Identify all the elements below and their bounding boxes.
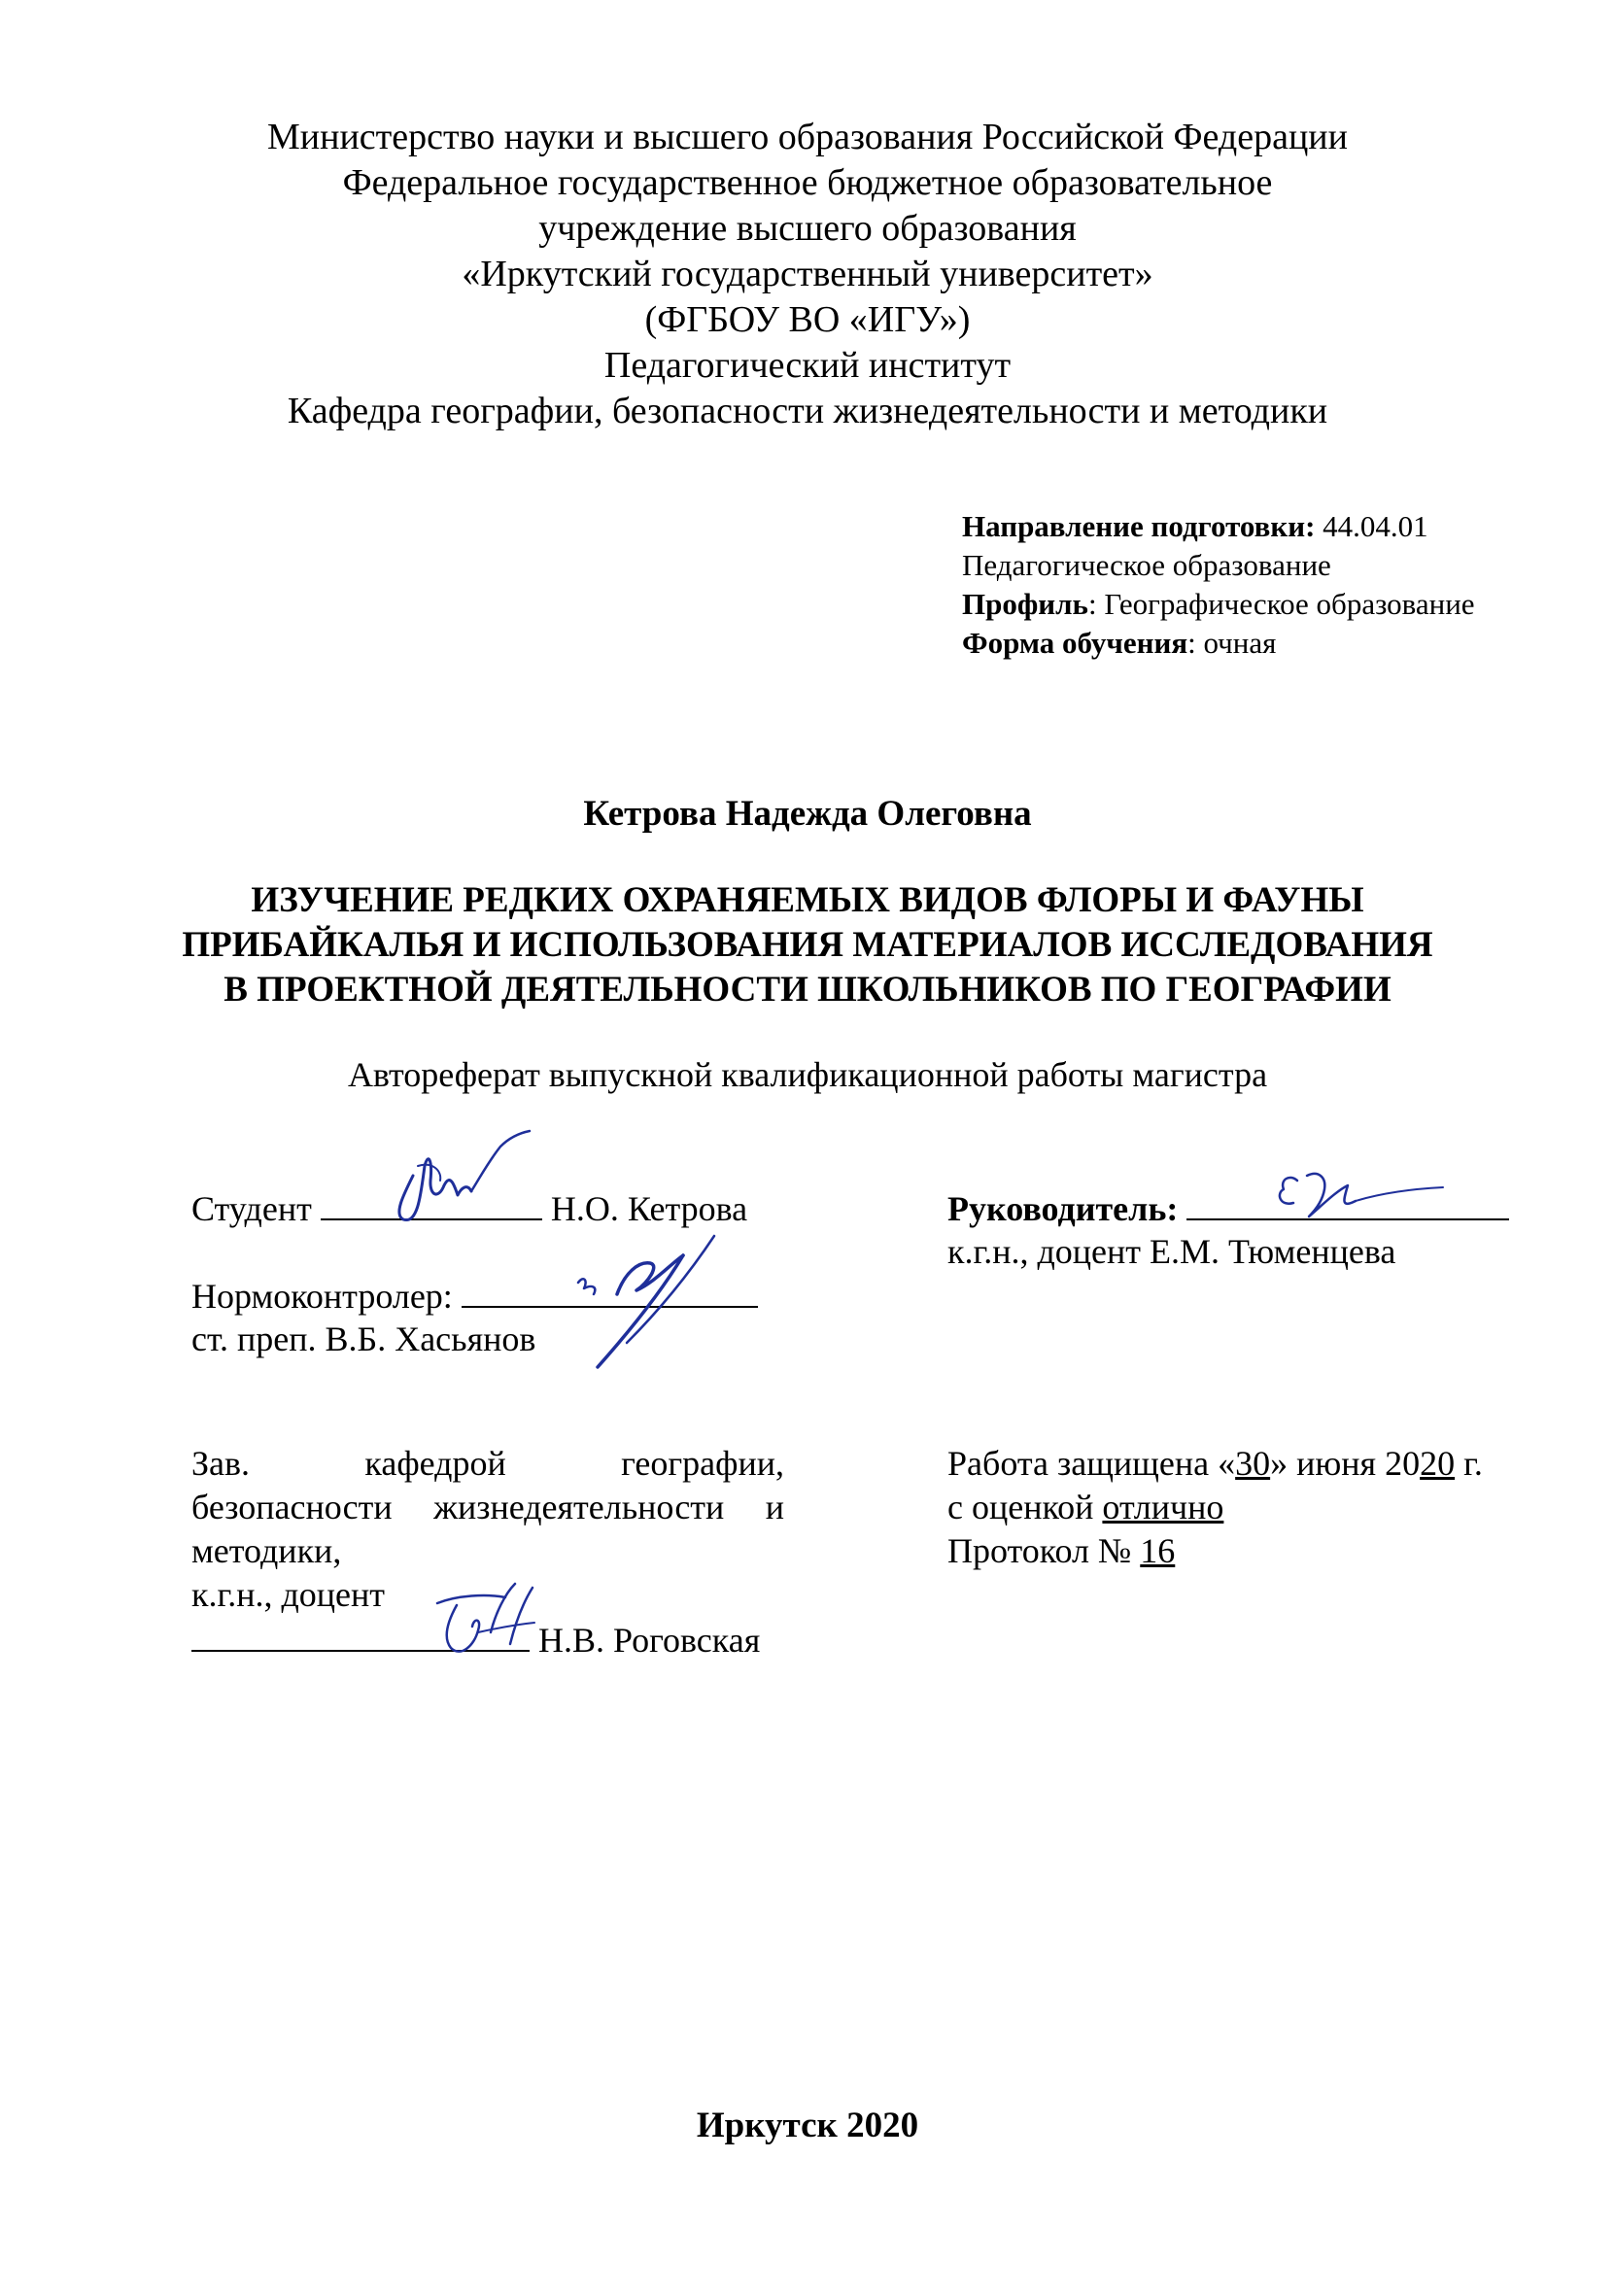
grade-prefix: с оценкой xyxy=(947,1488,1103,1526)
header-line-abbreviation: (ФГБОУ ВО «ИГУ») xyxy=(644,299,971,340)
supervisor-label: Руководитель: xyxy=(947,1189,1179,1228)
protocol-line xyxy=(947,1529,1483,1573)
defense-year-label: г. xyxy=(1455,1444,1483,1483)
profile-value: : Географическое образование xyxy=(1087,587,1475,621)
title-line-2: ПРИБАЙКАЛЬЯ И ИСПОЛЬЗОВАНИЯ МАТЕРИАЛОВ ИССЛЕДОВАНИЯ xyxy=(182,925,1433,965)
header-line-institution-level: учреждение высшего образования xyxy=(538,208,1077,249)
head-line-1 xyxy=(191,1442,784,1486)
normcontrol-details: ст. преп. В.Б. Хасьянов xyxy=(191,1319,536,1358)
head-line-1-word-3: географии, xyxy=(621,1444,784,1483)
document-type: Автореферат выпускной квалификационной работы магистра xyxy=(347,1055,1268,1094)
defense-prefix: Работа защищена « xyxy=(947,1444,1236,1483)
head-signature-icon xyxy=(418,1574,564,1671)
header-line-university: «Иркутский государственный университет» xyxy=(462,254,1153,294)
defense-grade-line xyxy=(947,1486,1483,1529)
student-name: Н.О. Кетрова xyxy=(550,1189,748,1228)
student-signature-icon xyxy=(374,1127,549,1234)
normcontrol-label: Нормоконтролер: xyxy=(191,1277,453,1316)
thesis-title xyxy=(0,878,1615,1012)
supervisor-details: к.г.н., доцент Е.М. Тюменцева xyxy=(947,1232,1396,1271)
header-line-institution-type: Федеральное государственное бюджетное образовательное xyxy=(342,162,1273,203)
defense-year-suffix: 20 xyxy=(1420,1444,1456,1483)
city-year: Иркутск 2020 xyxy=(696,2106,919,2145)
form-label: Форма обучения xyxy=(962,626,1188,660)
head-name: Н.В. Роговская xyxy=(538,1621,761,1660)
institution-header xyxy=(0,115,1615,434)
direction-code: 44.04.01 xyxy=(1323,509,1428,543)
defense-date-line xyxy=(947,1442,1483,1486)
head-line-2-word-2: жизнедеятельности xyxy=(433,1488,725,1526)
head-line-4: к.г.н., доцент xyxy=(191,1575,386,1614)
defense-info xyxy=(947,1442,1483,1573)
direction-name: Педагогическое образование xyxy=(962,548,1331,582)
title-line-1: ИЗУЧЕНИЕ РЕДКИХ ОХРАНЯЕМЫХ ВИДОВ ФЛОРЫ И ФАУНЫ xyxy=(251,880,1364,920)
form-value: : очная xyxy=(1187,626,1277,660)
program-info xyxy=(962,507,1475,663)
head-line-1-word-1: Зав. xyxy=(191,1444,251,1483)
author-name: Кетрова Надежда Олеговна xyxy=(583,794,1032,834)
defense-month: » июня 20 xyxy=(1270,1444,1421,1483)
profile-line xyxy=(962,585,1475,624)
head-line-1-word-2: кафедрой xyxy=(364,1444,506,1483)
header-line-ministry: Министерство науки и высшего образования Российской Федерации xyxy=(267,117,1348,157)
normcontrol-signature-icon xyxy=(568,1226,782,1382)
form-line xyxy=(962,624,1475,663)
head-line-3: методики, xyxy=(191,1531,342,1570)
grade-value: отлично xyxy=(1102,1488,1224,1526)
supervisor-signature-icon xyxy=(1268,1156,1462,1234)
head-line-2-word-1: безопасности xyxy=(191,1488,393,1526)
head-line-2 xyxy=(191,1486,784,1529)
defense-day: 30 xyxy=(1235,1444,1271,1483)
student-label: Студент xyxy=(191,1189,312,1228)
direction-line xyxy=(962,507,1475,546)
direction-label: Направление подготовки: xyxy=(962,509,1316,543)
head-line-2-word-3: и xyxy=(765,1488,784,1526)
profile-label: Профиль xyxy=(962,587,1088,621)
protocol-prefix: Протокол № xyxy=(947,1531,1141,1570)
protocol-number: 16 xyxy=(1140,1531,1176,1570)
title-line-3: В ПРОЕКТНОЙ ДЕЯТЕЛЬНОСТИ ШКОЛЬНИКОВ ПО ГЕОГРАФИИ xyxy=(223,970,1392,1010)
header-line-department: Кафедра географии, безопасности жизнедеятельности и методики xyxy=(287,391,1328,431)
header-line-institute: Педагогический институт xyxy=(603,345,1012,386)
